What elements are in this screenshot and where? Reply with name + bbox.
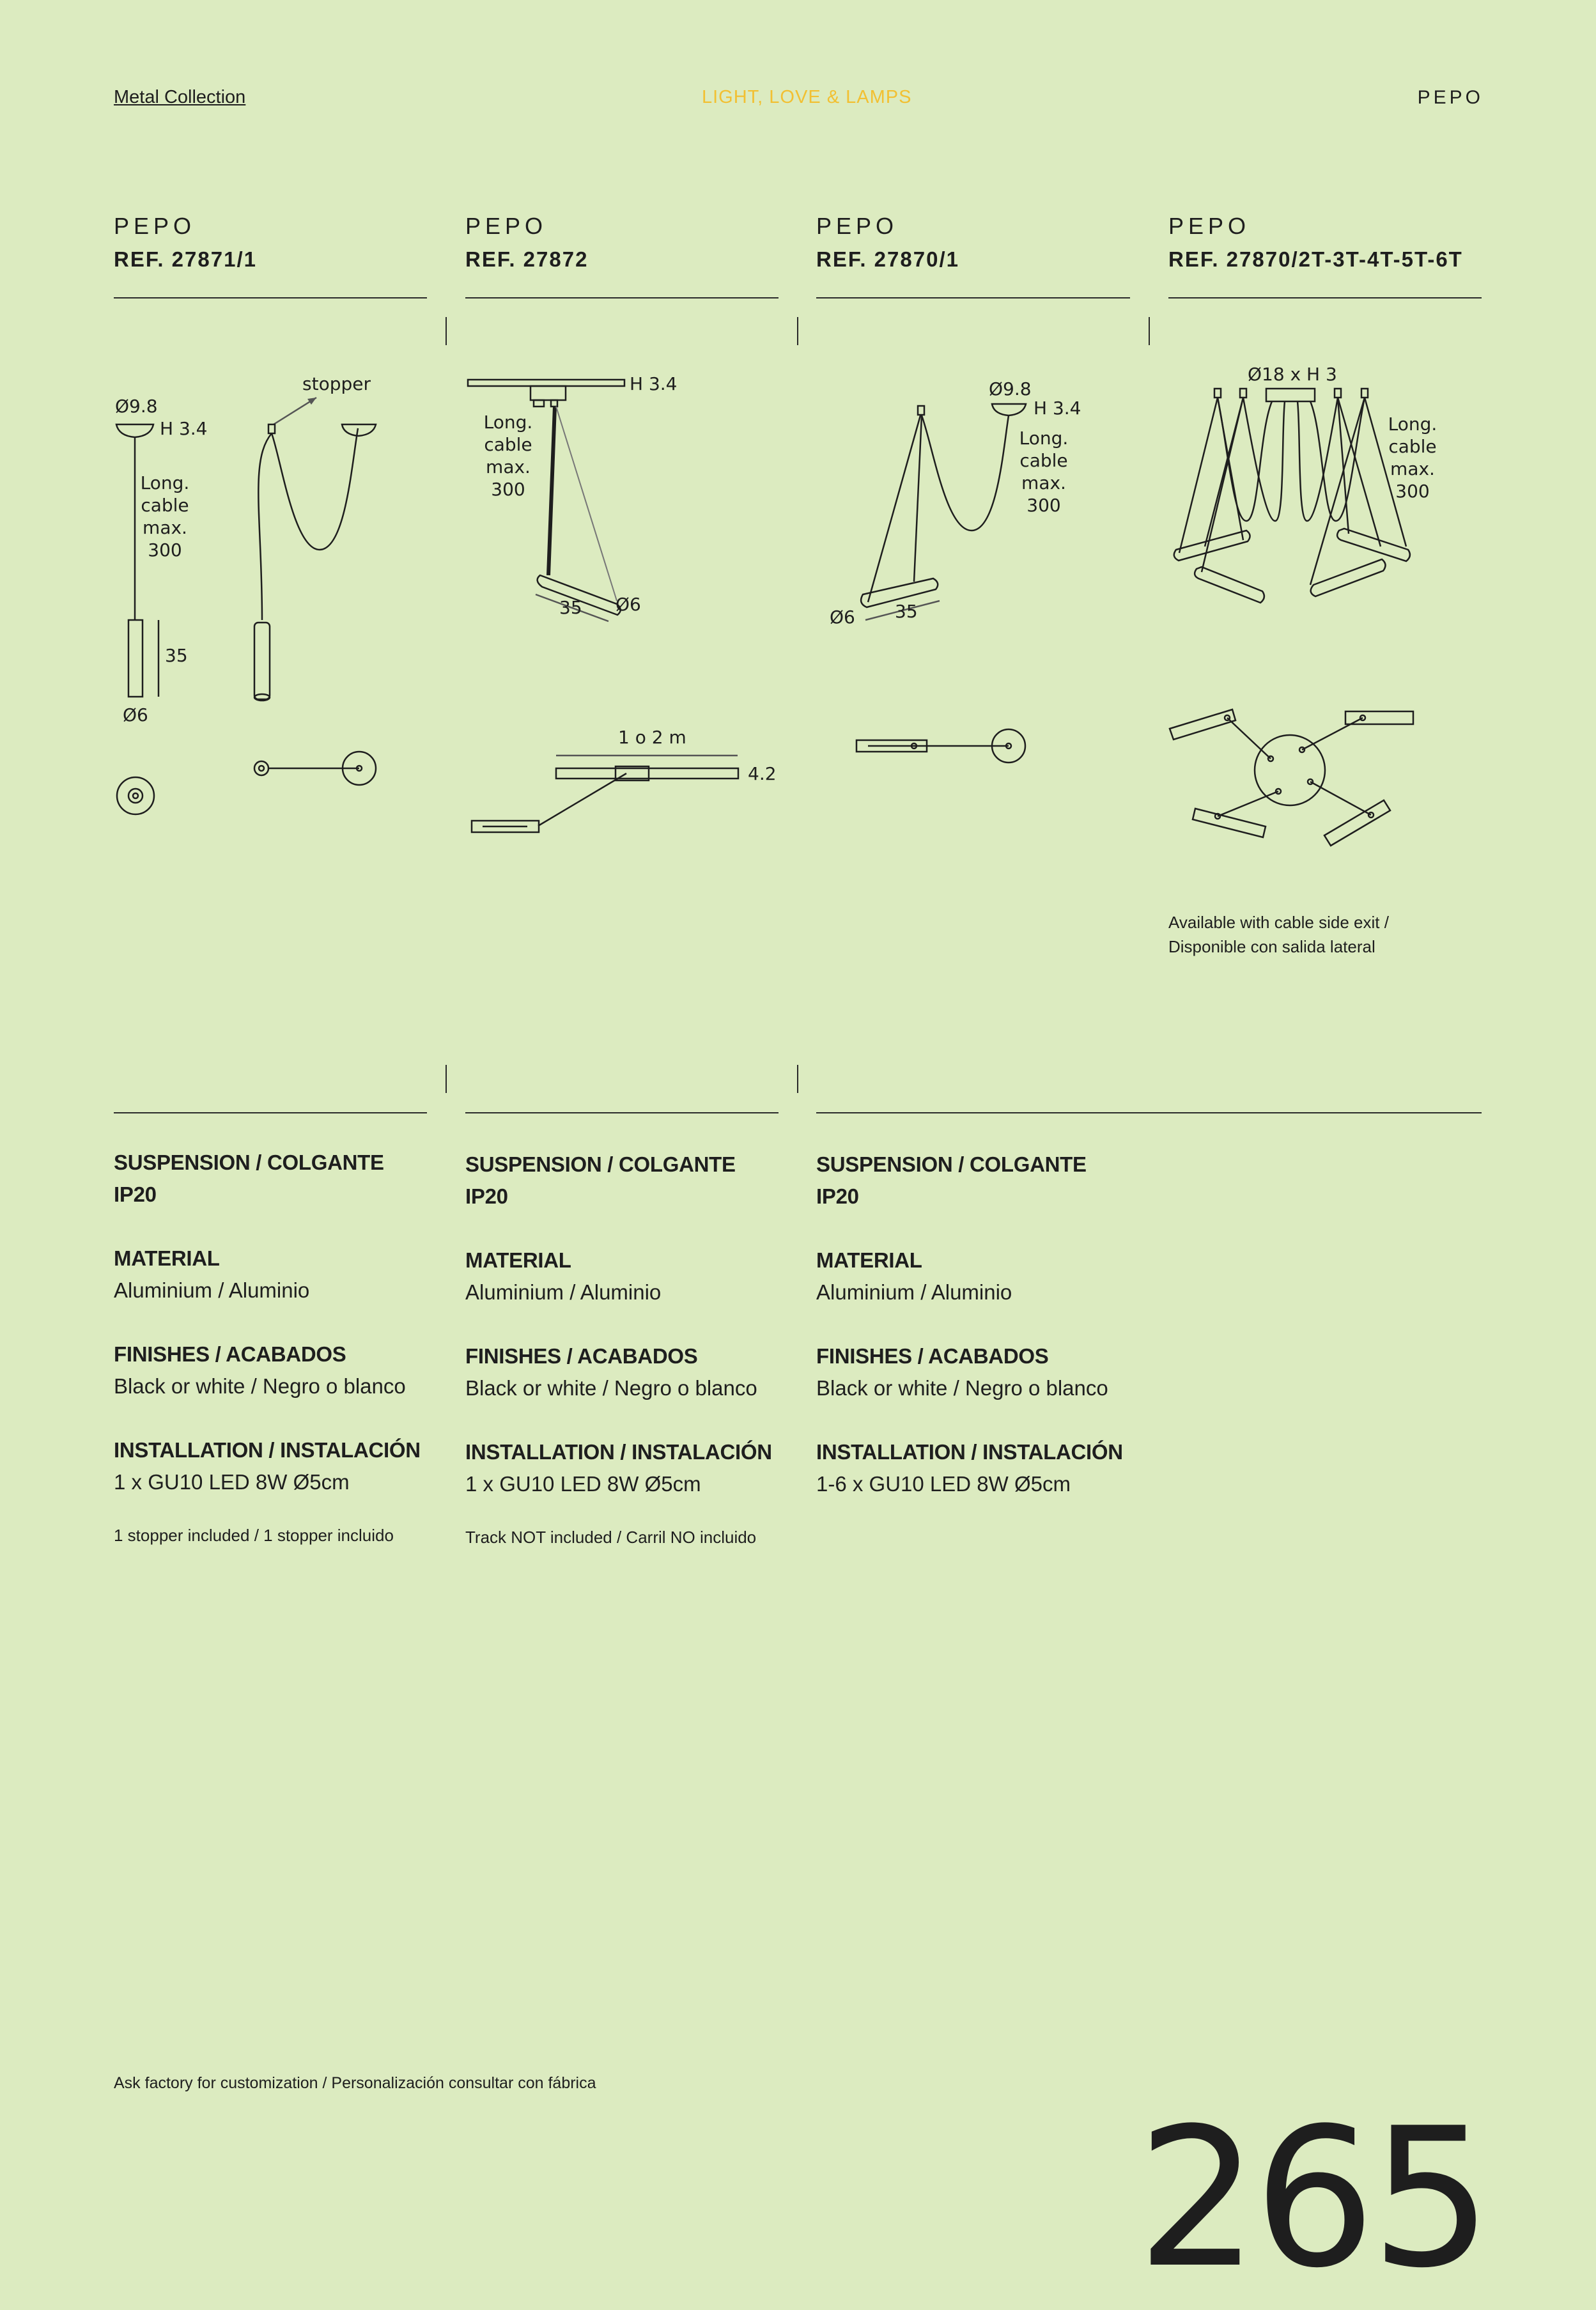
canopy-height-label: H 3.4	[1034, 398, 1081, 419]
specs-product-2	[465, 1149, 779, 1549]
product-ref: REF. 27870/2T-3T-4T-5T-6T	[1168, 247, 1463, 271]
divider	[816, 1112, 1482, 1113]
length-label: 35	[895, 601, 918, 622]
cable-label-4: 300	[148, 539, 182, 561]
installation-value: 1 x GU10 LED 8W Ø5cm	[114, 1470, 350, 1494]
installation-heading: INSTALLATION / INSTALACIÓN	[114, 1438, 421, 1462]
cable-label-1: Long.	[140, 472, 190, 493]
installation-heading: INSTALLATION / INSTALACIÓN	[465, 1440, 772, 1464]
material-heading: MATERIAL	[816, 1248, 922, 1272]
length-label: 35	[165, 645, 188, 666]
track-length-label: 1 o 2 m	[618, 727, 686, 748]
specs-product-3	[816, 1149, 1129, 1500]
brand-tagline: LIGHT, LOVE & LAMPS	[702, 87, 912, 107]
product-note: 1 stopper included / 1 stopper incluido	[114, 1526, 394, 1545]
track-width-label: 4.2	[748, 763, 777, 784]
diameter-label: Ø6	[616, 594, 641, 615]
cable-label-3: max.	[1390, 458, 1435, 479]
product-title-4	[1168, 213, 1482, 272]
cable-label-2: cable	[141, 495, 189, 516]
availability-line-2: Disponible con salida lateral	[1168, 937, 1375, 956]
cable-label-1: Long.	[1019, 428, 1069, 449]
specs-product-1	[114, 1147, 427, 1547]
column-tick	[797, 1065, 798, 1093]
product-title-2	[465, 213, 779, 272]
cable-label-1: Long.	[1388, 414, 1437, 435]
product-name: PEPO	[465, 213, 548, 239]
product-title-3	[816, 213, 1129, 272]
length-label: 35	[559, 597, 582, 618]
footer-note: Ask factory for customization / Personalización consultar con fábrica	[114, 2074, 596, 2092]
finishes-value: Black or white / Negro o blanco	[816, 1376, 1108, 1400]
product-ref: REF. 27871/1	[114, 247, 257, 271]
divider	[1168, 297, 1482, 298]
finishes-value: Black or white / Negro o blanco	[114, 1374, 406, 1398]
column-tick	[797, 317, 798, 345]
canopy-label: Ø18 x H 3	[1248, 364, 1337, 385]
product-name: PEPO	[816, 213, 899, 239]
availability-note	[1168, 910, 1389, 959]
canopy-top-view	[1255, 735, 1325, 805]
divider	[114, 297, 427, 298]
installation-value: 1 x GU10 LED 8W Ø5cm	[465, 1472, 701, 1496]
drawing-product-1	[109, 358, 390, 831]
track-profile	[468, 380, 624, 386]
track-height-label: H 3.4	[630, 373, 678, 394]
ip-rating: IP20	[816, 1184, 859, 1208]
product-ref: REF. 27872	[465, 247, 589, 271]
finishes-value: Black or white / Negro o blanco	[465, 1376, 757, 1400]
stopper-label: stopper	[302, 373, 371, 394]
product-header: PEPO	[1417, 87, 1484, 108]
installation-value: 1-6 x GU10 LED 8W Ø5cm	[816, 1472, 1071, 1496]
drawing-product-2	[460, 364, 793, 844]
divider	[114, 1112, 427, 1113]
cable-label-1: Long.	[483, 412, 533, 433]
cable	[548, 407, 555, 575]
cable-label-2: cable	[1388, 436, 1437, 457]
column-tick	[445, 1065, 447, 1093]
cable-label-3: max.	[1021, 472, 1066, 493]
divider	[465, 1112, 779, 1113]
canopy-diameter-label: Ø9.8	[989, 378, 1032, 399]
ip-rating: IP20	[465, 1184, 508, 1208]
lamp-body	[128, 620, 143, 697]
cable-label-2: cable	[1019, 450, 1068, 471]
cable-label-4: 300	[491, 479, 525, 500]
finishes-heading: FINISHES / ACABADOS	[816, 1344, 1049, 1368]
cable-label-2: cable	[484, 434, 532, 455]
material-heading: MATERIAL	[114, 1246, 220, 1270]
column-tick	[1149, 317, 1150, 345]
diameter-label: Ø6	[830, 607, 855, 628]
divider	[465, 297, 779, 298]
canopy-shape	[992, 404, 1026, 415]
material-heading: MATERIAL	[465, 1248, 571, 1272]
cable-loop	[922, 415, 1009, 531]
product-name: PEPO	[1168, 213, 1251, 239]
mount-type: SUSPENSION / COLGANTE	[816, 1152, 1087, 1176]
cable-label-3: max.	[486, 456, 531, 477]
product-title-1	[114, 213, 427, 272]
finishes-heading: FINISHES / ACABADOS	[114, 1342, 346, 1366]
cable-label-4: 300	[1395, 481, 1430, 502]
cable-loop	[258, 433, 272, 620]
canopy-diameter-label: Ø9.8	[115, 396, 158, 417]
diameter-label: Ø6	[123, 704, 148, 725]
divider	[816, 297, 1130, 298]
track-top-view	[556, 768, 738, 779]
finishes-heading: FINISHES / ACABADOS	[465, 1344, 698, 1368]
availability-line-1: Available with cable side exit /	[1168, 913, 1389, 932]
product-note: Track NOT included / Carril NO incluido	[465, 1528, 757, 1547]
material-value: Aluminium / Aluminio	[114, 1278, 310, 1302]
collection-link[interactable]: Metal Collection	[114, 87, 246, 107]
installation-heading: INSTALLATION / INSTALACIÓN	[816, 1440, 1123, 1464]
drawing-product-4	[1163, 355, 1483, 853]
cable-label-3: max.	[143, 517, 187, 538]
material-value: Aluminium / Aluminio	[816, 1280, 1012, 1304]
lamp-top-view	[117, 777, 154, 814]
ip-rating: IP20	[114, 1182, 157, 1206]
drawing-product-3	[818, 371, 1125, 780]
canopy-shape	[116, 424, 153, 437]
product-name: PEPO	[114, 213, 196, 239]
product-ref: REF. 27870/1	[816, 247, 959, 271]
cable-label-4: 300	[1027, 495, 1061, 516]
mount-type: SUSPENSION / COLGANTE	[465, 1152, 736, 1176]
canopy-shape	[1266, 389, 1315, 401]
canopy-height-label: H 3.4	[160, 418, 208, 439]
material-value: Aluminium / Aluminio	[465, 1280, 662, 1304]
mount-type: SUSPENSION / COLGANTE	[114, 1151, 384, 1174]
column-tick	[445, 317, 447, 345]
page-number: 265	[1136, 2087, 1487, 2310]
